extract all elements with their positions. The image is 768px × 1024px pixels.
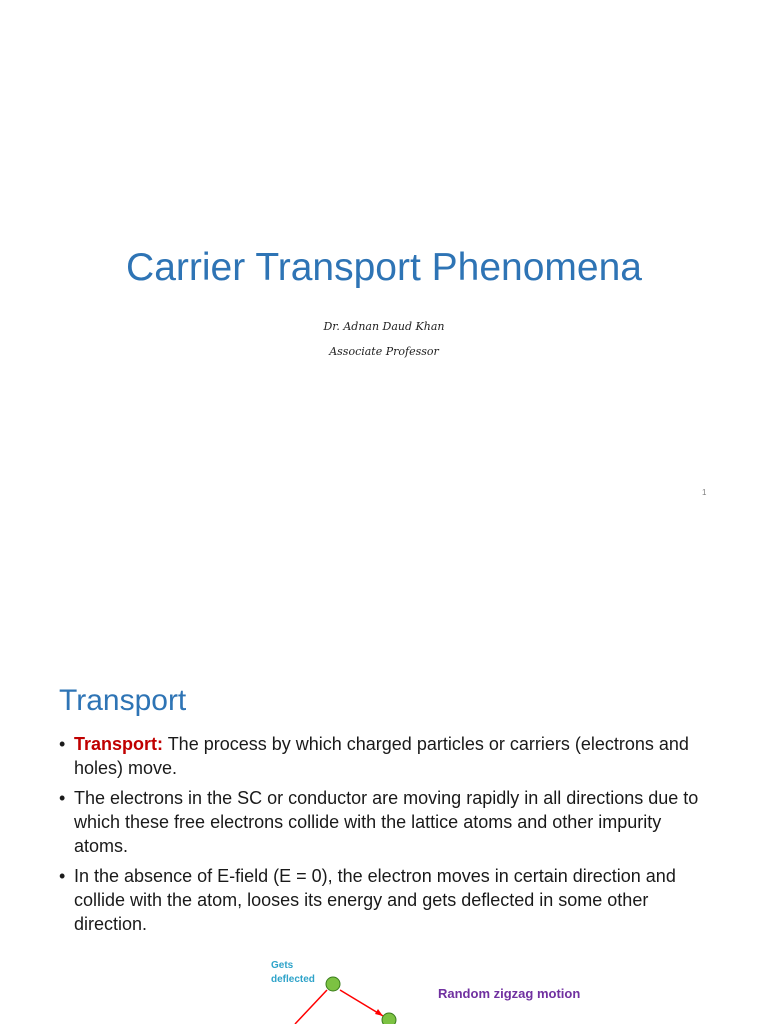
bullet-text: The process by which charged particles or carriers (electrons and holes) move. bbox=[74, 734, 689, 778]
bullet-text: The electrons in the SC or conductor are moving rapidly in all directions due to which these free electrons collide with the lattice atoms and other impurity atoms. bbox=[74, 788, 699, 856]
zigzag-diagram bbox=[0, 950, 768, 1024]
slide-title: Carrier Transport Phenomena bbox=[126, 246, 642, 289]
bullet-dot-icon: • bbox=[59, 866, 66, 886]
author-role: Associate Professor bbox=[329, 345, 439, 358]
bullet-item bbox=[59, 864, 699, 936]
bullet-item bbox=[59, 786, 699, 858]
atom-icon bbox=[382, 1013, 396, 1024]
bullet-term: Transport: bbox=[74, 734, 164, 754]
bullet-item bbox=[59, 732, 699, 780]
arrow-head-icon bbox=[375, 1009, 383, 1016]
atom-icon bbox=[326, 977, 340, 991]
deflected-label-line1: Gets bbox=[271, 960, 294, 971]
content-slide bbox=[0, 620, 768, 1024]
deflected-label bbox=[271, 959, 315, 987]
page-number: 1 bbox=[702, 488, 707, 497]
section-title: Transport bbox=[59, 684, 187, 717]
arrow-incoming bbox=[295, 990, 327, 1024]
bullet-dot-icon: • bbox=[59, 734, 66, 754]
zigzag-label: Random zigzag motion bbox=[438, 986, 581, 1001]
deflected-label-line2: deflected bbox=[271, 974, 315, 985]
bullet-dot-icon: • bbox=[59, 788, 66, 808]
author-name: Dr. Adnan Daud Khan bbox=[323, 320, 445, 333]
bullet-text: In the absence of E-field (E = 0), the electron moves in certain direction and collide with the atom, looses its energy and gets deflected in some other direction. bbox=[74, 866, 676, 934]
bullet-list bbox=[59, 732, 699, 942]
